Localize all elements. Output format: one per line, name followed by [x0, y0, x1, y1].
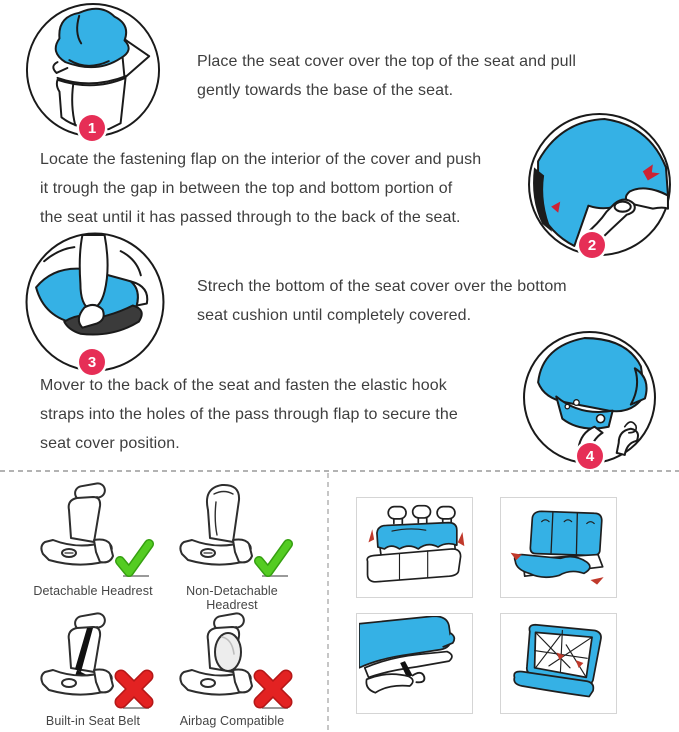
step-2-text	[40, 145, 481, 232]
cross-icon	[113, 668, 155, 710]
vertical-dashed-divider	[327, 473, 329, 732]
horizontal-dashed-divider	[0, 470, 679, 472]
bench-panel-1	[356, 497, 473, 598]
compat-label: Non-Detachable Headrest	[186, 584, 278, 612]
bench-bottom-cover-stretch-icon	[503, 501, 615, 595]
step-2-number: 2	[587, 236, 597, 254]
bench-panel-4	[500, 613, 617, 714]
compat-detachable-headrest	[23, 480, 163, 598]
step-3-text	[197, 272, 567, 330]
compat-non-detachable-headrest	[162, 480, 302, 612]
step-2-line-1: Locate the fastening flap on the interior of the cover and push	[40, 151, 482, 168]
compat-label: Built-in Seat Belt	[45, 714, 141, 728]
step-1-line-1: Place the seat cover over the top of the seat and pull	[197, 53, 576, 70]
step-2-line-2: it trough the gap in between the top and bottom portion of	[40, 180, 453, 197]
compat-label: Airbag Compatible	[179, 714, 285, 728]
step-3-number: 3	[87, 353, 97, 371]
step-1-line-2: gently towards the base of the seat.	[197, 82, 454, 99]
step-3-line-2: seat cushion until completely covered.	[197, 307, 472, 324]
bench-panel-3	[356, 613, 473, 714]
hook-fasten-under-seat-edge-icon	[359, 616, 471, 712]
compat-airbag	[162, 610, 302, 728]
step-2-badge	[579, 232, 605, 258]
bench-back-strap-webbing-icon	[503, 616, 615, 712]
step-1-badge	[79, 115, 105, 141]
step-2-line-3: the seat until it has passed through to the back of the seat.	[40, 209, 461, 226]
compat-label: Detachable Headrest	[33, 584, 153, 598]
bench-panel-2	[500, 497, 617, 598]
check-icon	[252, 538, 294, 580]
compat-built-in-seat-belt	[23, 610, 163, 728]
step-4-line-2: straps into the holes of the pass through flap to secure the	[40, 406, 458, 423]
bench-cover-drape-over-backrest-icon	[359, 501, 471, 595]
cross-icon	[252, 668, 294, 710]
check-icon	[113, 538, 155, 580]
step-3-line-1: Strech the bottom of the seat cover over the bottom	[197, 278, 567, 295]
step-4-line-3: seat cover position.	[40, 435, 180, 452]
step-4-badge	[577, 443, 603, 469]
step-1-number: 1	[87, 119, 97, 137]
step-4-number: 4	[585, 447, 595, 465]
step-1-text	[197, 47, 576, 105]
step-4-line-1: Mover to the back of the seat and fasten the elastic hook	[40, 377, 447, 394]
step-4-text	[40, 371, 458, 458]
